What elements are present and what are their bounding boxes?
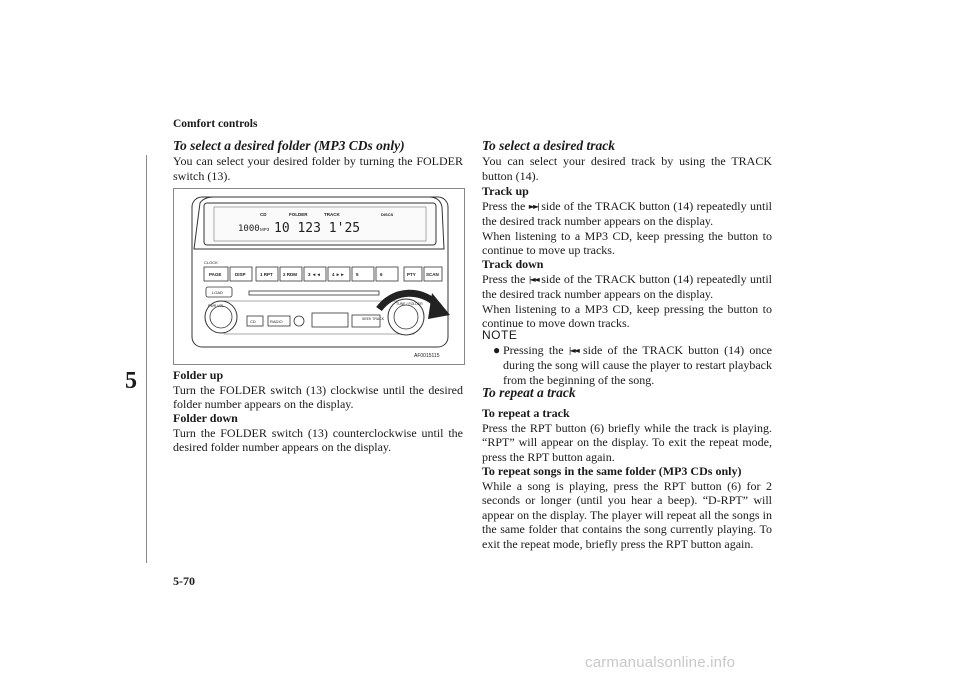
track-up-block bbox=[482, 184, 772, 258]
chapter-number: 5 bbox=[125, 368, 137, 394]
watermark: carmanualsonline.info bbox=[585, 654, 736, 671]
folder-select-title: To select a desired folder (MP3 CDs only) bbox=[173, 138, 405, 153]
display-eject-area bbox=[312, 313, 348, 327]
track-down-mp3-text: When listening to a MP3 CD, keep pressing the button to continue to move down tracks. bbox=[482, 301, 772, 330]
pwr-vol-label: PWR VOL bbox=[208, 304, 225, 308]
note-label: NOTE bbox=[482, 328, 518, 342]
chapter-divider bbox=[146, 155, 147, 563]
folder-down-block bbox=[173, 411, 463, 455]
load-label: LOAD bbox=[212, 290, 223, 295]
track-down-heading: Track down bbox=[482, 257, 544, 271]
rdm-button-label: 2 RDM bbox=[283, 272, 298, 277]
track-up-pre: Press the bbox=[482, 198, 526, 213]
folder-down-text: Turn the FOLDER switch (13) counterclockwise until the desired folder number appears on the display. bbox=[173, 425, 463, 454]
label-clock: CLOCK bbox=[204, 260, 218, 265]
radio-label: RADIO bbox=[270, 319, 283, 324]
track-down-pre: Press the bbox=[482, 271, 526, 286]
page-number: 5-70 bbox=[173, 574, 195, 588]
section-title: Comfort controls bbox=[173, 118, 258, 130]
repeat-title: To repeat a track bbox=[482, 385, 576, 400]
bullet-icon: ● bbox=[493, 342, 501, 357]
display-small-mid: MP3 bbox=[260, 227, 270, 232]
note-text bbox=[503, 343, 772, 388]
previous-track-icon: |◄◄ bbox=[568, 345, 578, 355]
folder-up-block bbox=[173, 368, 463, 412]
repeat-text: Press the RPT button (6) briefly while the track is playing. “RPT” will appear on the display. To exit the repeat mode, press the RPT button again. bbox=[482, 420, 772, 464]
repeat-block bbox=[482, 406, 772, 464]
track-down-block bbox=[482, 257, 772, 331]
track-up-post: side of the TRACK button (14) repeatedly until the desired track number appears on the display. bbox=[482, 198, 773, 228]
track-up-mp3-text: When listening to a MP3 CD, keep pressing the button to continue to move up tracks. bbox=[482, 228, 772, 257]
repeat-folder-heading: To repeat songs in the same folder (MP3 CDs only) bbox=[482, 464, 742, 478]
track-down-post: side of the TRACK button (14) repeatedly until the desired track number appears on the display. bbox=[482, 271, 773, 301]
small-knob bbox=[294, 316, 304, 326]
tune-folder-label: TUNE / FOLDER bbox=[396, 302, 423, 306]
disp-button-label: DISP bbox=[235, 272, 246, 277]
track-select-title: To select a desired track bbox=[482, 138, 615, 153]
display-label-track: TRACK bbox=[324, 212, 340, 217]
repeat-folder-block bbox=[482, 464, 772, 551]
note-pre: Pressing the bbox=[503, 342, 564, 357]
preset5-button-label: 5 bbox=[356, 272, 359, 277]
folder-up-heading: Folder up bbox=[173, 368, 224, 382]
next-track-icon: ►►| bbox=[528, 201, 538, 211]
display-label-folder: FOLDER bbox=[289, 212, 308, 217]
page-button-label: PAGE bbox=[209, 272, 222, 277]
display-top-right: DISCS bbox=[381, 212, 394, 217]
track-up-text bbox=[482, 199, 772, 229]
display-small-left: 1000 bbox=[238, 224, 260, 234]
pty-button-label: PTY bbox=[407, 272, 416, 277]
note-post: side of the TRACK button (14) once during the song will cause the player to restart playback from the beginning of the song. bbox=[503, 342, 772, 387]
rpt-button-label: 1 RPT bbox=[260, 272, 273, 277]
track-intro-text: You can select your desired track by using the TRACK button (14). bbox=[482, 154, 772, 183]
scan-button-label: SCAN bbox=[426, 272, 439, 277]
audio-panel-figure bbox=[173, 188, 465, 365]
display-label-cd: CD bbox=[260, 212, 267, 217]
track-up-heading: Track up bbox=[482, 184, 529, 198]
previous-track-icon: |◄◄ bbox=[528, 274, 538, 284]
seek-track-label: SEEK TRACK bbox=[362, 317, 385, 321]
folder-intro-text: You can select your desired folder by turning the FOLDER switch (13). bbox=[173, 154, 463, 183]
repeat-folder-text: While a song is playing, press the RPT button (6) for 2 seconds or longer (until you hear a beep). “D-RPT” will appear on the display. The player will repeat all the songs in the same folder that contains the song currently playing. To exit the repeat mode, briefly press the RPT button again. bbox=[482, 478, 772, 551]
cd-slot bbox=[249, 291, 379, 295]
folder-intro bbox=[173, 154, 463, 183]
preset6-button-label: 6 bbox=[380, 272, 383, 277]
audio-panel-illustration bbox=[174, 189, 464, 364]
note-block bbox=[482, 328, 772, 387]
track-down-text bbox=[482, 272, 772, 302]
repeat-heading: To repeat a track bbox=[482, 406, 570, 420]
cd-label: CD bbox=[250, 319, 256, 324]
note-bullet-item bbox=[493, 343, 772, 388]
folder-up-text: Turn the FOLDER switch (13) clockwise until the desired folder number appears on the display. bbox=[173, 382, 463, 411]
folder-down-heading: Folder down bbox=[173, 411, 238, 425]
rew-button-label: 3 ◄◄ bbox=[308, 272, 321, 277]
display-readout: 10 123 1'25 bbox=[274, 221, 361, 236]
ff-button-label: 4 ►► bbox=[332, 272, 345, 277]
track-intro bbox=[482, 154, 772, 183]
figure-code: AF0015115 bbox=[414, 353, 440, 359]
